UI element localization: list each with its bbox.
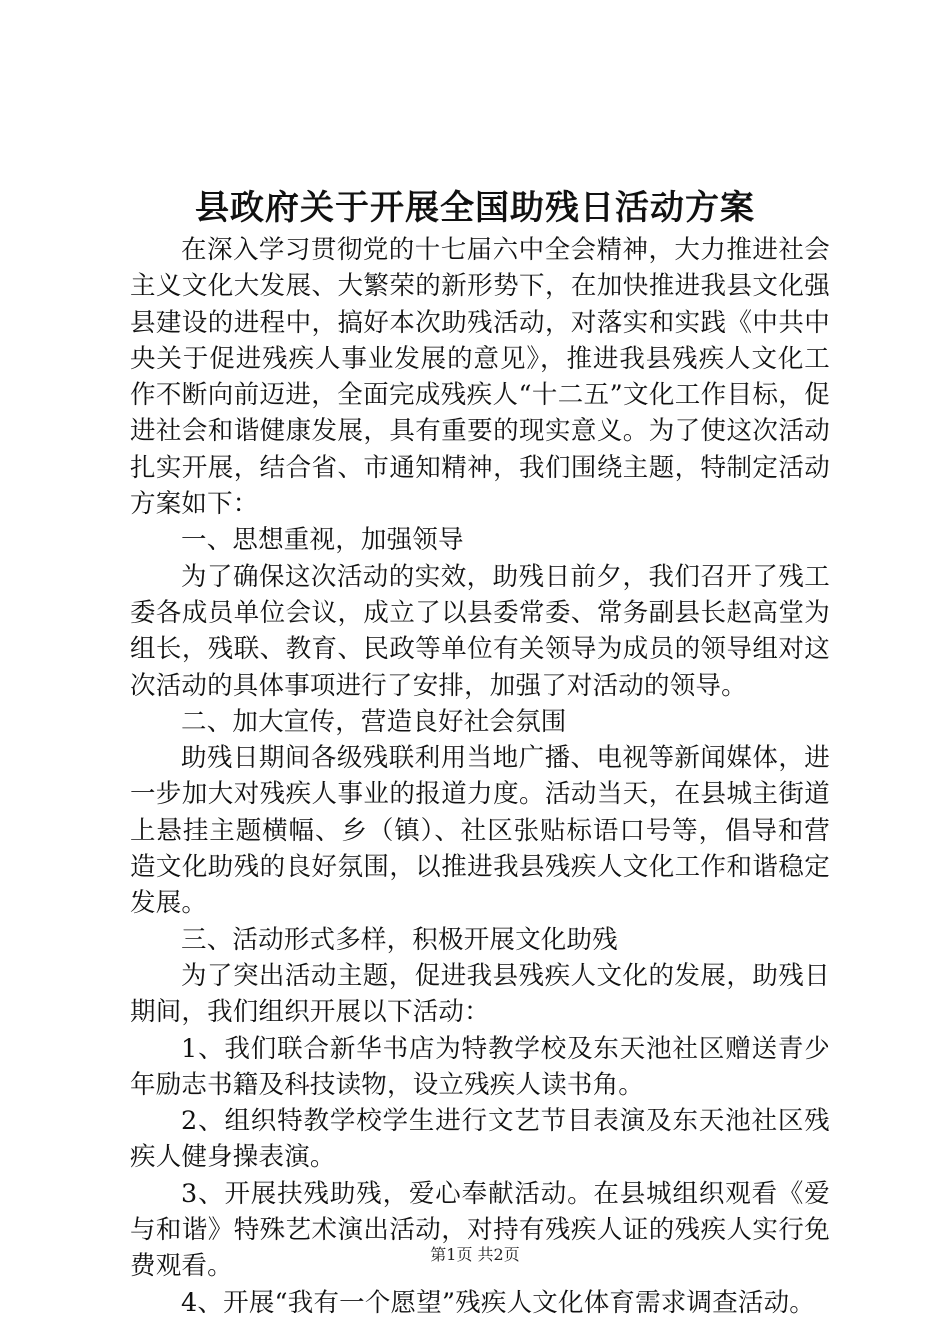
document-body: [130, 232, 830, 1321]
page-number-footer: 第1页 共2页: [430, 1245, 520, 1264]
section-1-paragraph: 为了确保这次活动的实效，助残日前夕，我们召开了残工委各成员单位会议，成立了以县委常委、常务副县长赵高堂为组长，残联、教育、民政等单位有关领导为成员的领导组对这次活动的具体事项进行了安排，加强了对活动的领导。: [130, 561, 830, 701]
section-heading-1: 一、思想重视，加强领导: [181, 525, 464, 556]
section-heading-3: 三、活动形式多样，积极开展文化助残: [181, 924, 618, 955]
activity-item-1: 1、我们联合新华书店为特教学校及东天池社区赠送青少年励志书籍及科技读物，设立残疾人读书角。: [130, 1033, 830, 1100]
section-3-paragraph: 为了突出活动主题，促进我县残疾人文化的发展，助残日期间，我们组织开展以下活动：: [130, 960, 830, 1028]
intro-paragraph: 在深入学习贯彻党的十七届六中全会精神，大力推进社会主义文化大发展、大繁荣的新形势下，在加快推进我县文化强县建设的进程中，搞好本次助残活动，对落实和实践《中共中央关于促进残疾人事业发展的意见》，推进我县残疾人文化工作不断向前迈进，全面完成残疾人“十二五”文化工作目标，促进社会和谐健康发展，具有重要的现实意义。为了使这次活动扎实开展，结合省、市通知精神，我们围绕主题，特制定活动方案如下：: [130, 235, 830, 520]
section-2-paragraph: 助残日期间各级残联利用当地广播、电视等新闻媒体，进一步加大对残疾人事业的报道力度。活动当天，在县城主街道上悬挂主题横幅、乡（镇）、社区张贴标语口号等，倡导和营造文化助残的良好氛围，以推进我县残疾人文化工作和谐稳定发展。: [130, 743, 830, 919]
activity-item-3: 3、开展扶残助残，爱心奉献活动。在县城组织观看《爱与和谐》特殊艺术演出活动，对持有残疾人证的残疾人实行免费观看。: [130, 1178, 830, 1282]
activity-item-4: 4、开展“我有一个愿望”残疾人文化体育需求调查活动。: [181, 1287, 815, 1318]
document-title: 县政府关于开展全国助残日活动方案: [195, 188, 755, 228]
section-heading-2: 二、加大宣传，营造良好社会氛围: [181, 706, 567, 737]
activity-item-2: 2、组织特教学校学生进行文艺节目表演及东天池社区残疾人健身操表演。: [130, 1106, 830, 1173]
